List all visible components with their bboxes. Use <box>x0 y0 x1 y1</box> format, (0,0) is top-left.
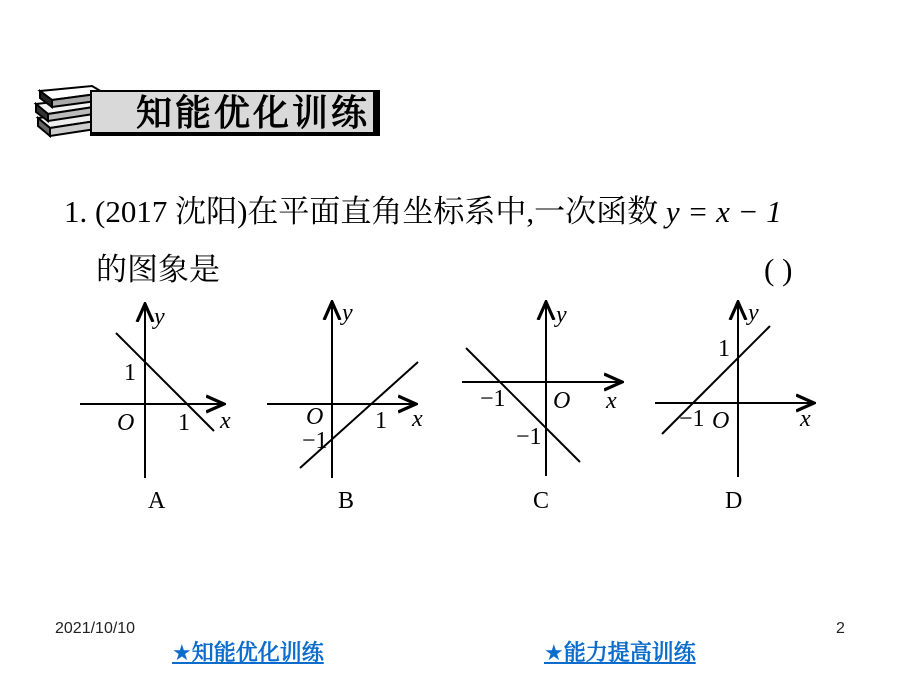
tick-label-y: 1 <box>124 360 136 386</box>
nav-link-ability-training[interactable]: ★能力提高训练 <box>544 641 696 666</box>
axis-x-label: x <box>412 406 423 432</box>
tick-label-x: 1 <box>375 408 387 434</box>
axis-y-label: y <box>154 304 165 330</box>
graph-option-b[interactable] <box>267 300 423 514</box>
axis-x-label: x <box>606 388 617 414</box>
question-line-2: 的图象是 <box>96 252 220 287</box>
axis-y-label: y <box>342 300 353 326</box>
section-title: 知能优化训练 <box>136 93 371 134</box>
graph-option-d[interactable] <box>655 300 812 514</box>
axis-y-label: y <box>748 300 759 326</box>
option-label: A <box>148 488 166 514</box>
graph-option-c[interactable] <box>462 302 620 514</box>
question-source: (2017 沈阳) <box>95 194 248 229</box>
question-formula: y = x − 1 <box>665 194 782 229</box>
tick-label-y: −1 <box>302 428 328 454</box>
graph-option-a[interactable] <box>80 304 231 514</box>
axis-x-label: x <box>800 406 811 432</box>
tick-label-x: −1 <box>480 386 506 412</box>
option-label: B <box>338 488 355 514</box>
footer-date: 2021/10/10 <box>55 620 136 637</box>
tick-label-x: 1 <box>178 410 190 436</box>
page-number: 2 <box>836 620 845 637</box>
origin-label: O <box>712 408 730 434</box>
tick-label-y: 1 <box>718 336 730 362</box>
tick-label-y: −1 <box>516 424 542 450</box>
axis-y-label: y <box>556 302 567 328</box>
origin-label: O <box>117 410 135 436</box>
nav-link-knowledge-training[interactable]: ★知能优化训练 <box>172 641 324 666</box>
option-label: D <box>725 488 743 514</box>
tick-label-x: −1 <box>679 406 705 432</box>
origin-label: O <box>306 404 324 430</box>
answer-blank[interactable]: ( ) <box>764 252 793 287</box>
axis-x-label: x <box>220 408 231 434</box>
option-label: C <box>533 488 550 514</box>
question-number: 1. <box>64 194 88 229</box>
question-stem: 在平面直角坐标系中,一次函数 <box>247 194 659 229</box>
origin-label: O <box>553 388 571 414</box>
